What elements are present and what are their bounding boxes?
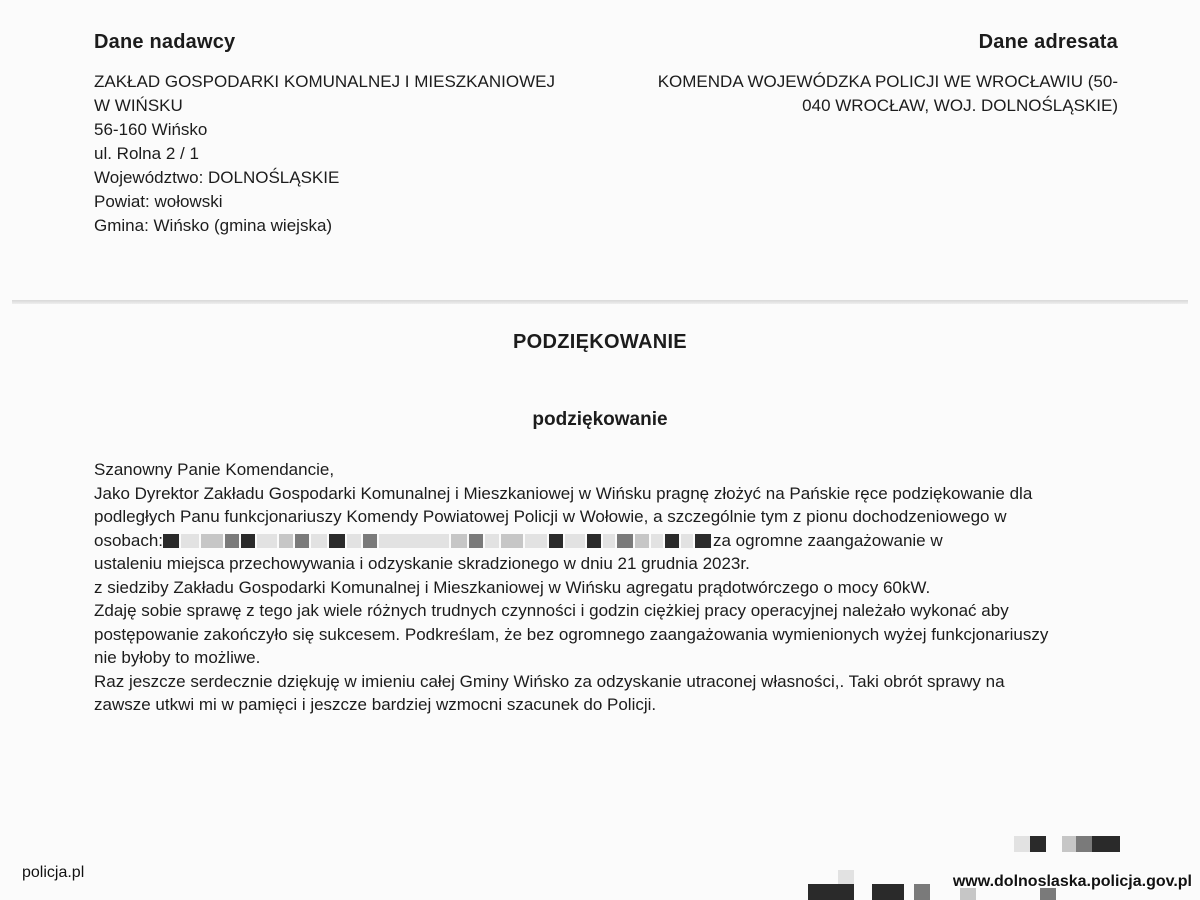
redaction [665, 534, 679, 548]
redaction [329, 534, 345, 548]
letter-line: podległych Panu funkcjonariuszy Komendy Powiatowej Policji w Wołowie, a szczególnie tym z pionu dochodzeniowego w [94, 507, 1007, 526]
redaction [279, 534, 293, 548]
recipient-line: 040 WROCŁAW, WOJ. DOLNOŚLĄSKIE) [802, 96, 1118, 115]
sender-line: ZAKŁAD GOSPODARKI KOMUNALNEJ I MIESZKANIOWEJ [94, 72, 555, 91]
redaction [451, 534, 467, 548]
recipient-address [658, 70, 1118, 118]
sender-line: ul. Rolna 2 / 1 [94, 144, 199, 163]
redaction [469, 534, 483, 548]
redaction [587, 534, 601, 548]
recipient-line: KOMENDA WOJEWÓDZKA POLICJI WE WROCŁAWIU (50- [657, 72, 1118, 91]
redaction [617, 534, 633, 548]
redaction [363, 534, 377, 548]
letter-line: nie byłoby to możliwe. [94, 648, 261, 667]
sender-line: Gmina: Wińsko (gmina wiejska) [94, 216, 333, 235]
redaction [635, 534, 649, 548]
watermark-right: www.dolnoslaska.policja.gov.pl [952, 873, 1192, 890]
redaction [181, 534, 199, 548]
redaction [681, 534, 693, 548]
sender-address [94, 70, 555, 238]
sender-line: 56-160 Wińsko [94, 120, 208, 139]
document-subtitle: podziękowanie [532, 409, 668, 430]
redaction [347, 534, 361, 548]
redaction [695, 534, 711, 548]
redaction [163, 534, 179, 548]
redaction [379, 534, 449, 548]
redaction-block [1062, 836, 1076, 852]
redaction-block [808, 884, 854, 900]
letter-line-redacted [94, 529, 1124, 553]
redaction [525, 534, 547, 548]
redaction-block [1092, 836, 1120, 852]
greeting: Szanowny Panie Komendancie, [94, 460, 335, 479]
redaction-block [1030, 836, 1046, 852]
redaction [295, 534, 309, 548]
redaction [603, 534, 615, 548]
redaction [501, 534, 523, 548]
divider [12, 300, 1188, 304]
letter-line: Jako Dyrektor Zakładu Gospodarki Komunalnej i Mieszkaniowej w Wińsku pragnę złożyć na Pańskie ręce podziękowanie dla [94, 483, 1033, 503]
letter-line: zawsze utkwi mi w pamięci i jeszcze bardziej wzmocni szacunek do Policji. [94, 695, 657, 714]
redaction [651, 534, 663, 548]
line-suffix: za ogromne zaangażowanie w [713, 530, 943, 550]
letter-line: postępowanie zakończyło się sukcesem. Podkreślam, że bez ogromnego zaangażowania wymienionych wyżej funkcjonariuszy [94, 624, 1049, 644]
letter-line: Zdaję sobie sprawę z tego jak wiele różnych trudnych czynności i godzin ciężkiej pracy operacyjnej należało wykonać aby [94, 601, 1009, 620]
redaction [201, 534, 223, 548]
sender-line: W WIŃSKU [94, 96, 183, 115]
redaction [549, 534, 563, 548]
document-title: PODZIĘKOWANIE [513, 331, 687, 353]
watermark-left: policja.pl [22, 864, 85, 881]
sender-line: Województwo: DOLNOŚLĄSKIE [94, 168, 340, 187]
letter-body [94, 458, 1124, 717]
redaction [225, 534, 239, 548]
redaction [565, 534, 585, 548]
redaction [241, 534, 255, 548]
redaction-block [914, 884, 930, 900]
letter-line: ustaleniu miejsca przechowywania i odzyskanie skradzionego w dniu 21 grudnia 2023r. [94, 554, 750, 573]
redaction [311, 534, 327, 548]
recipient-heading: Dane adresata [978, 31, 1118, 53]
redaction [485, 534, 499, 548]
letter-line: Raz jeszcze serdecznie dziękuję w imieniu całej Gminy Wińsko za odzyskanie utraconej własności,. Taki obrót sprawy na [94, 671, 1005, 691]
redaction-block [872, 884, 904, 900]
sender-line: Powiat: wołowski [94, 192, 223, 211]
letter-line: z siedziby Zakładu Gospodarki Komunalnej i Mieszkaniowej w Wińsku agregatu prądotwórczego o mocy 60kW. [94, 577, 931, 597]
sender-heading: Dane nadawcy [94, 31, 236, 53]
redaction-block [1014, 836, 1030, 852]
redaction-block [1076, 836, 1092, 852]
line-prefix: osobach: [94, 530, 163, 550]
redaction [257, 534, 277, 548]
